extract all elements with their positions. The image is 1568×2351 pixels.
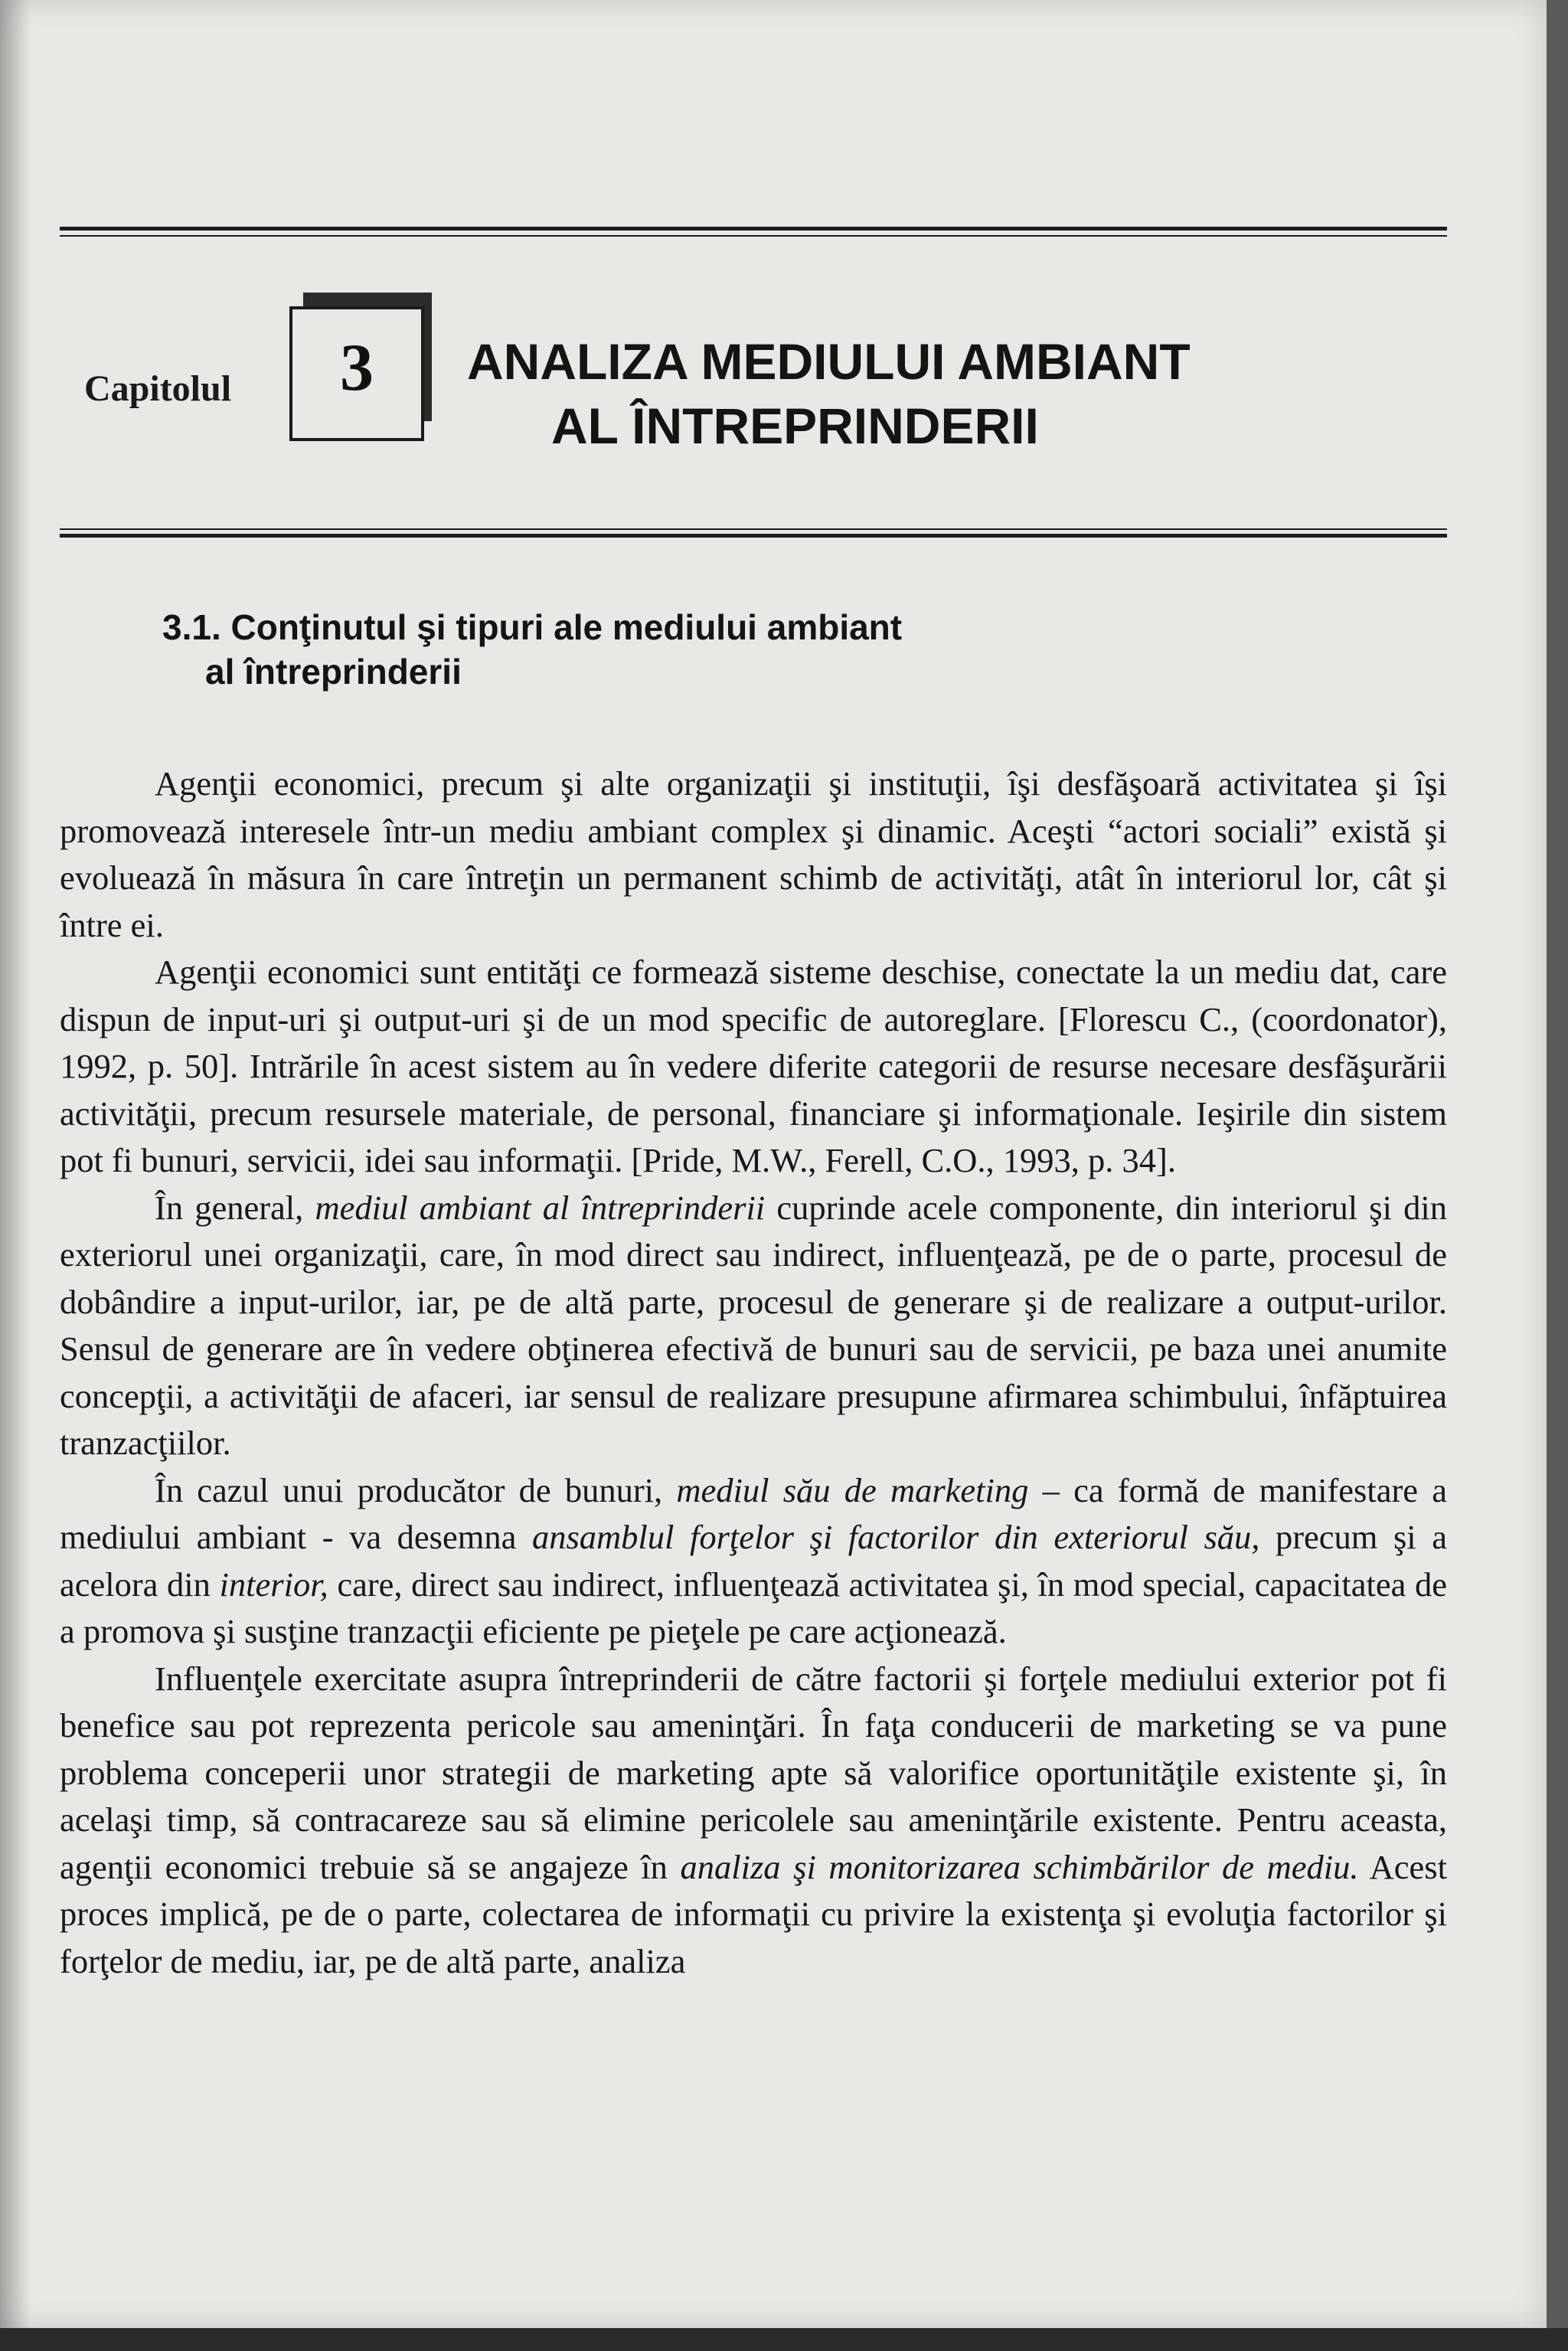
footer-rule-thin xyxy=(60,528,1447,530)
chapter-title xyxy=(467,329,1455,458)
section-title-line1: Conţinutul şi tipuri ale mediului ambiant xyxy=(230,607,903,647)
header-rule-thick xyxy=(60,227,1447,231)
header-rule-thin xyxy=(60,235,1447,237)
paragraph-4 xyxy=(60,1467,1447,1656)
chapter-number: 3 xyxy=(340,331,374,405)
chapter-label: Capitolul xyxy=(84,368,232,409)
body-text xyxy=(60,760,1447,1985)
section-title-line2: al întreprinderii xyxy=(205,652,462,692)
paragraph-4-text-4: care, direct sau indirect, influenţează activitatea şi, în mod special, capacitatea de a promova şi susţine tranzacţii eficiente pe pieţele pe care acţionează. xyxy=(60,1565,1447,1650)
page-bottom-edge xyxy=(0,2328,1568,2351)
footer-rule-thick xyxy=(60,534,1447,538)
paragraph-5-text: Influenţele exercitate asupra întreprinderii de către factorii şi forţele mediului exterior pot fi benefice sau pot reprezenta pericole sau ameninţări. În faţa conducerii de marketing se va pune problema conceperii unor strategii de marketing apte să valorifice oportunităţile existente şi, în acelaşi timp, să contracareze sau să elimine pericolele sau ameninţările existente. Pentru aceasta, agenţii economici trebuie să se angajeze în xyxy=(60,1659,1447,1886)
paragraph-5-emphasis: analiza şi monitorizarea schimbărilor de mediu. xyxy=(680,1847,1359,1886)
paragraph-3-text: În general, xyxy=(155,1188,315,1227)
paragraph-5 xyxy=(60,1656,1447,1986)
paragraph-3 xyxy=(60,1185,1447,1467)
section-heading xyxy=(162,605,1311,694)
gutter-shadow xyxy=(0,0,31,2328)
chapter-title-line2: AL ÎNTREPRINDERII xyxy=(551,397,1039,454)
paragraph-4-emphasis-2: ansamblul forţelor şi factorilor din exteriorul său, xyxy=(531,1518,1260,1556)
paragraph-3-emphasis: mediul ambiant al întreprinderii xyxy=(315,1188,766,1227)
paragraph-1: Agenţii economici, precum şi alte organizaţii şi instituţii, îşi desfăşoară activitatea şi îşi promovează interesele într-un mediu ambiant complex şi dinamic. Aceşti “actori sociali” există şi evoluează în măsura în care întreţin un permanent schimb de activităţi, atât în interiorul lor, cât şi între ei. xyxy=(60,764,1447,944)
paragraph-4-text-2: – ca formă de manifestare a mediului ambiant - va desemna xyxy=(60,1470,1447,1556)
chapter-title-line1: ANALIZA MEDIULUI AMBIANT xyxy=(467,333,1191,390)
paragraph-4-emphasis-3: interior, xyxy=(219,1565,328,1604)
paragraph-4-emphasis-1: mediul său de marketing xyxy=(676,1470,1029,1509)
paragraph-3-text-cont: cuprinde acele componente, din interiorul şi din exteriorul unei organizaţii, care, în mod direct sau indirect, influenţează, pe de o parte, procesul de dobândire a input-urilor, iar, pe de altă parte, procesul de generare şi de realizare a output-urilor. Sensul de generare are în vedere obţinerea efectivă de bunuri sau de servicii, pe baza unei anumite concepţii, a activităţii de afaceri, iar sensul de realizare presupune afirmarea schimbului, înfăptuirea tranzacţiilor. xyxy=(60,1188,1447,1462)
paragraph-2: Agenţii economici sunt entităţi ce formează sisteme deschise, conectate la un mediu dat, care dispun de input-uri şi output-uri şi de un mod specific de autoreglare. [Florescu C., (coordonator), 1992, p. 50]. Intrările în acest sistem au în vedere diferite categorii de resurse necesare desfăşurării activităţii, precum resursele materiale, de personal, financiare şi informaţionale. Ieşirile din sistem pot fi bunuri, servicii, idei sau informaţii. [Pride, M.W., Ferell, C.O., 1993, p. 34]. xyxy=(60,953,1447,1179)
paragraph-4-text-3: precum şi a acelora din xyxy=(60,1518,1447,1604)
paragraph-5-text-cont: Acest proces implică, pe de o parte, colectarea de informaţii cu privire la existenţa şi evoluţia factorilor şi forţelor de mediu, iar, pe de altă parte, analiza xyxy=(60,1847,1447,1980)
paragraph-4-text: În cazul unui producător de bunuri, xyxy=(155,1470,677,1509)
section-number: 3.1. xyxy=(162,607,221,647)
